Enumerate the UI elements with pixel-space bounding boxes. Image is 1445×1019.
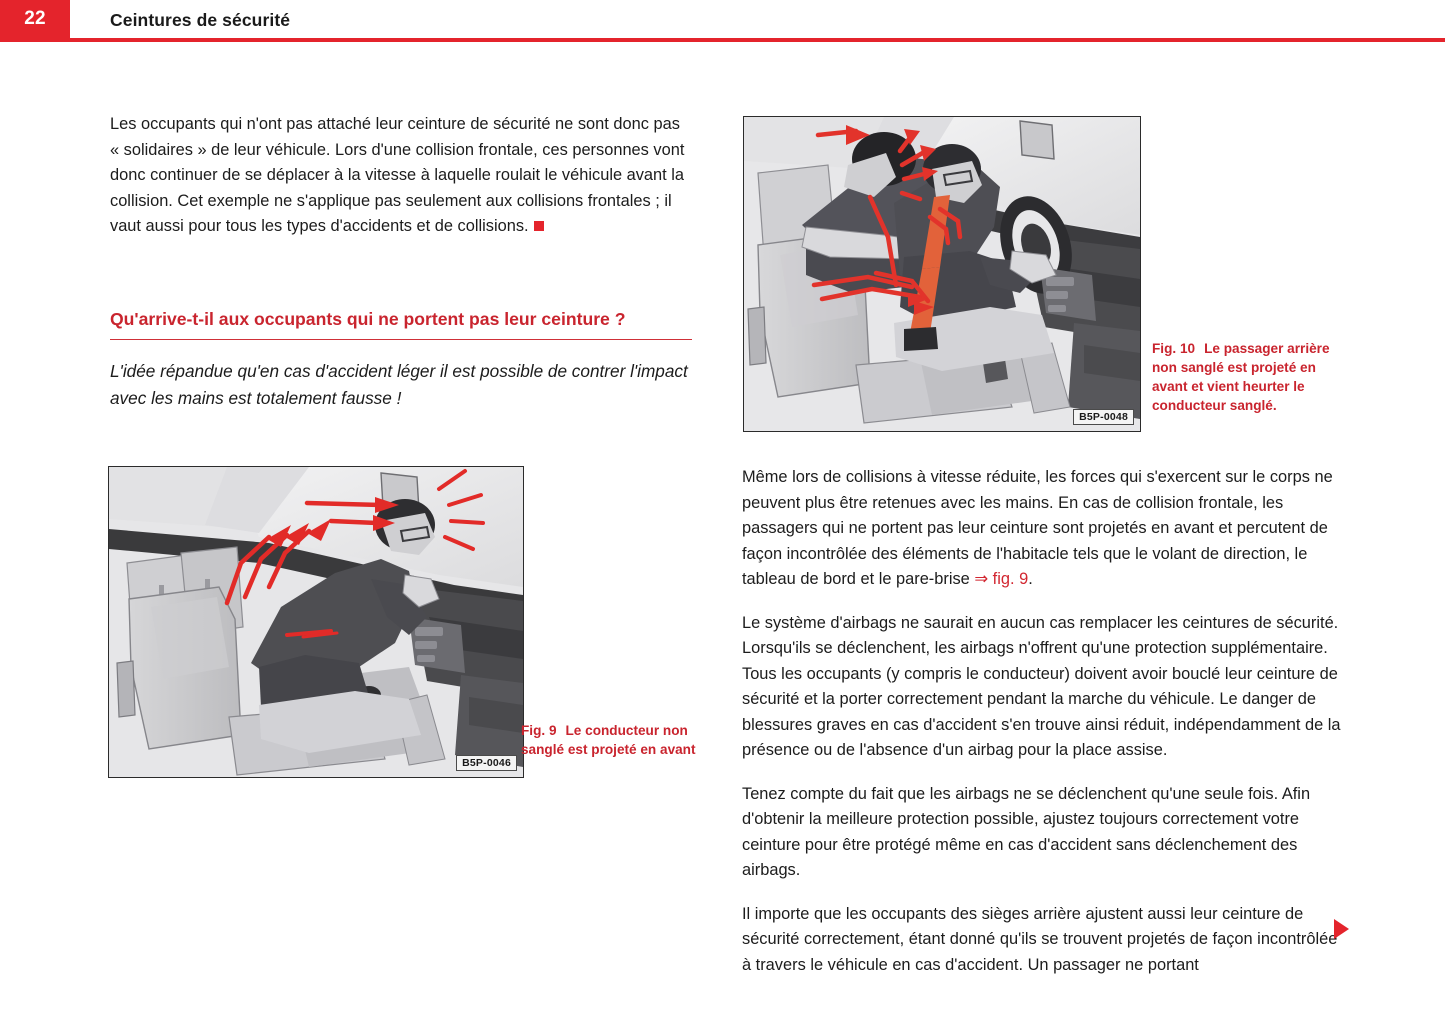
right-paragraph-1-period: .	[1028, 570, 1033, 588]
section-heading: Qu'arrive-t-il aux occupants qui ne portent pas leur ceinture ?	[110, 308, 626, 329]
figure-10-caption	[1152, 339, 1332, 415]
page-header	[0, 0, 1445, 44]
right-paragraph-1	[742, 465, 1342, 593]
figure-10-code: B5P-0048	[1073, 409, 1134, 425]
figure-9-label: Fig. 9	[521, 723, 557, 738]
figure-10-illustration	[744, 117, 1140, 431]
figure-10-caption-text: Le passager arrière non sanglé est projeté en avant et vient heurter le conducteur sanglé.	[1152, 341, 1330, 413]
figure-10-image	[743, 116, 1141, 432]
figure-9-caption-text: Le conducteur non sanglé est projeté en avant	[521, 723, 696, 757]
figure-9-illustration	[109, 467, 523, 777]
figure-9-code: B5P-0046	[456, 755, 517, 771]
section-intro-italic: L'idée répandue qu'en cas d'accident léger il est possible de contrer l'impact avec les mains est totalement fausse !	[110, 361, 688, 409]
cross-reference-fig9-link[interactable]: ⇒ fig. 9	[974, 570, 1029, 588]
intro-paragraph-text: Les occupants qui n'ont pas attaché leur ceinture de sécurité ne sont donc pas « solidaires » de leur véhicule. Lors d'une collision frontale, ces personnes vont donc continuer de se déplacer à la vitesse à laquelle roulait le véhicule avant la collision. Cet exemple ne s'applique pas seulement aux collisions frontales ; il vaut aussi pour tous les types d'accidents et de collisions.	[110, 115, 685, 235]
figure-10-label: Fig. 10	[1152, 341, 1196, 356]
right-paragraph-2: Le système d'airbags ne saurait en aucun cas remplacer les ceintures de sécurité. Lorsqu'ils se déclenchent, les airbags n'offrent qu'une protection supplémentaire. Tous les occupants (y compris le conducteur) doivent avoir bouclé leur ceinture de sécurité et la porter correctement pendant la marche du véhicule. Le danger de blessures graves en cas d'accident s'en trouve ainsi réduit, indépendamment de la présence ou de l'absence d'un airbag pour la place assise.	[742, 613, 1341, 759]
right-paragraph-3: Tenez compte du fait que les airbags ne se déclenchent qu'une seule fois. Afin d'obtenir la meilleure protection possible, ajustez toujours correctement votre ceinture pour être protégé même en cas d'accident sans déclenchement des airbags.	[742, 784, 1311, 879]
right-column	[742, 465, 1342, 978]
page-number-block	[0, 0, 70, 38]
end-of-section-square-icon	[534, 221, 544, 231]
left-column	[110, 112, 692, 412]
figure-9-caption	[521, 721, 701, 759]
section-heading-block	[110, 306, 692, 341]
section-heading-divider	[110, 339, 692, 341]
intro-paragraph	[110, 112, 692, 240]
right-paragraph-4: Il importe que les occupants des sièges arrière ajustent aussi leur ceinture de sécurité correctement, étant donné qu'ils se trouvent projetés de façon incontrôlée à travers le véhicule en cas d'accident. Un passager ne portant	[742, 904, 1338, 974]
right-paragraph-1-text: Même lors de collisions à vitesse réduite, les forces qui s'exercent sur le corps ne peuvent plus être retenues avec les mains. En cas de collision frontale, les passagers qui ne portent pas leur ceinture sont projetés en avant et percutent de façon incontrôlée des éléments de l'habitacle tels que le volant de direction, le tableau de bord et le pare-brise	[742, 468, 1333, 588]
continuation-arrow-icon	[1334, 919, 1349, 939]
page-number: 22	[24, 8, 46, 29]
header-divider	[0, 38, 1445, 42]
page-title: Ceintures de sécurité	[110, 10, 291, 30]
figure-9-image	[108, 466, 524, 778]
